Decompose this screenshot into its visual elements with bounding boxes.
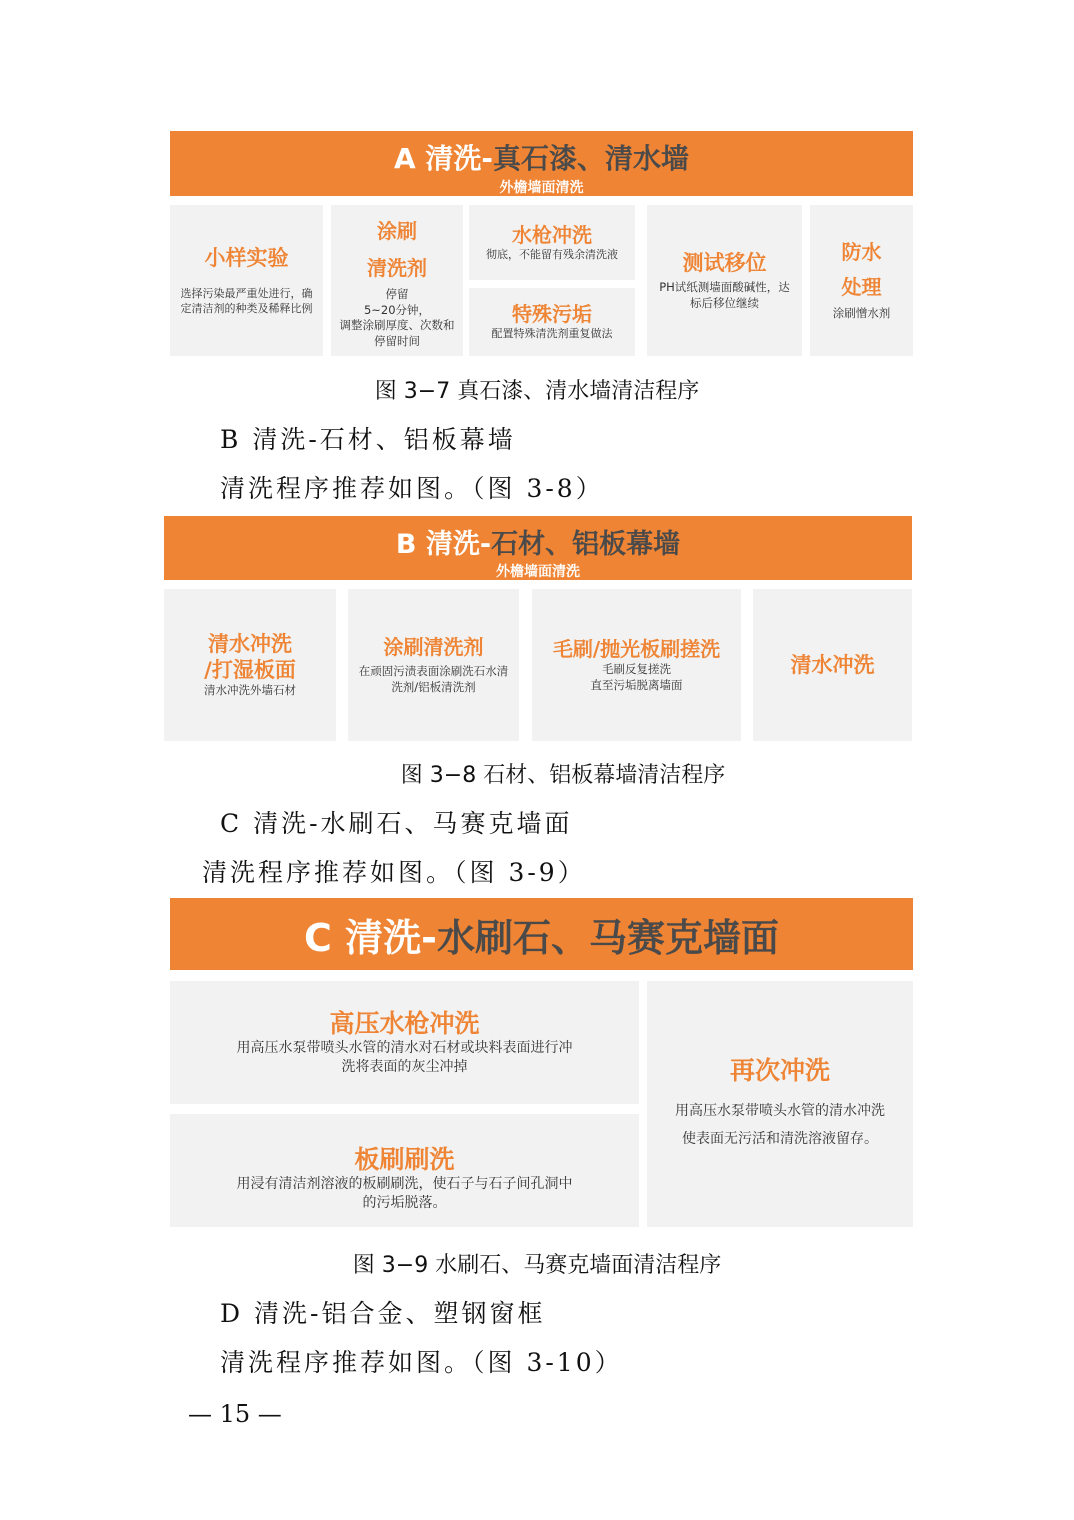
figure-b-title: B 清洗-石材、铝板幕墙: [395, 529, 681, 560]
figure-c-title: C 清洗-水刷石、马赛克墙面: [304, 915, 779, 960]
figure-c-banner: [170, 898, 913, 970]
step-rinse-again: 再次冲洗 用高压水泵带喷头水管的清水冲洗 使表面无污活和清洗溶液留存。: [647, 981, 913, 1227]
figure-b-banner: [164, 516, 912, 580]
figure-b-caption: 图 3−8 石材、铝板幕墙清洁程序: [400, 763, 726, 788]
section-b-text: 清洗程序推荐如图。（图 3-8）: [220, 474, 604, 503]
section-c-text: 清洗程序推荐如图。（图 3-9）: [202, 858, 586, 887]
figure-a-caption: 图 3−7 真石漆、清水墙清洁程序: [374, 379, 700, 404]
step-rinse-wet-panel: 清水冲洗 /打湿板面 清水冲洗外墙石材: [164, 589, 336, 741]
page-number: — 15 —: [188, 1400, 282, 1428]
step-test-and-move: 测试移位 PH试纸测墙面酸碱性，达标后移位继续: [647, 205, 802, 356]
step-brush-scrub: 毛刷/抛光板刷搓洗 毛刷反复搓洗 直至污垢脱离墙面: [532, 589, 741, 741]
step-board-brush-wash: 板刷刷洗 用浸有清洁剂溶液的板刷刷洗，使石子与石子间孔洞中的污垢脱落。: [170, 1114, 639, 1227]
figure-a-subtitle: 外檐墙面清洗: [499, 180, 584, 196]
step-final-rinse: 清水冲洗: [753, 589, 912, 741]
figure-a-banner: [170, 131, 913, 196]
step-apply-cleaner: 涂刷 清洗剂 停留 5~20分钟， 调整涂刷厚度、次数和停留时间: [331, 205, 463, 356]
section-b-heading: B 清洗-石材、铝板幕墙: [220, 425, 516, 454]
step-special-stains: 特殊污垢 配置特殊清洗剂重复做法: [469, 288, 635, 356]
section-c-heading: C 清洗-水刷石、马赛克墙面: [220, 809, 573, 838]
step-high-pressure-rinse: 高压水枪冲洗 用高压水泵带喷头水管的清水对石材或块料表面进行冲洗将表面的灰尘冲掉: [170, 981, 639, 1104]
figure-c-caption: 图 3−9 水刷石、马赛克墙面清洁程序: [352, 1253, 722, 1278]
step-small-sample-test: 小样实验 选择污染最严重处进行，确定清洁剂的种类及稀释比例: [170, 205, 323, 356]
step-water-gun-rinse: 水枪冲洗 彻底，不能留有残余清洗液: [469, 205, 635, 280]
figure-b-subtitle: 外檐墙面清洗: [496, 564, 580, 580]
step-apply-cleaning-agent: 涂刷清洗剂 在顽固污渍表面涂刷洗石水清洗剂/铝板清洗剂: [348, 589, 519, 741]
step-waterproofing: 防水 处理 涂刷憎水剂: [810, 205, 913, 356]
section-d-text: 清洗程序推荐如图。（图 3-10）: [220, 1348, 623, 1377]
section-d-heading: D 清洗-铝合金、塑钢窗框: [220, 1299, 546, 1328]
figure-a-title: A 清洗-真石漆、清水墙: [393, 142, 690, 175]
